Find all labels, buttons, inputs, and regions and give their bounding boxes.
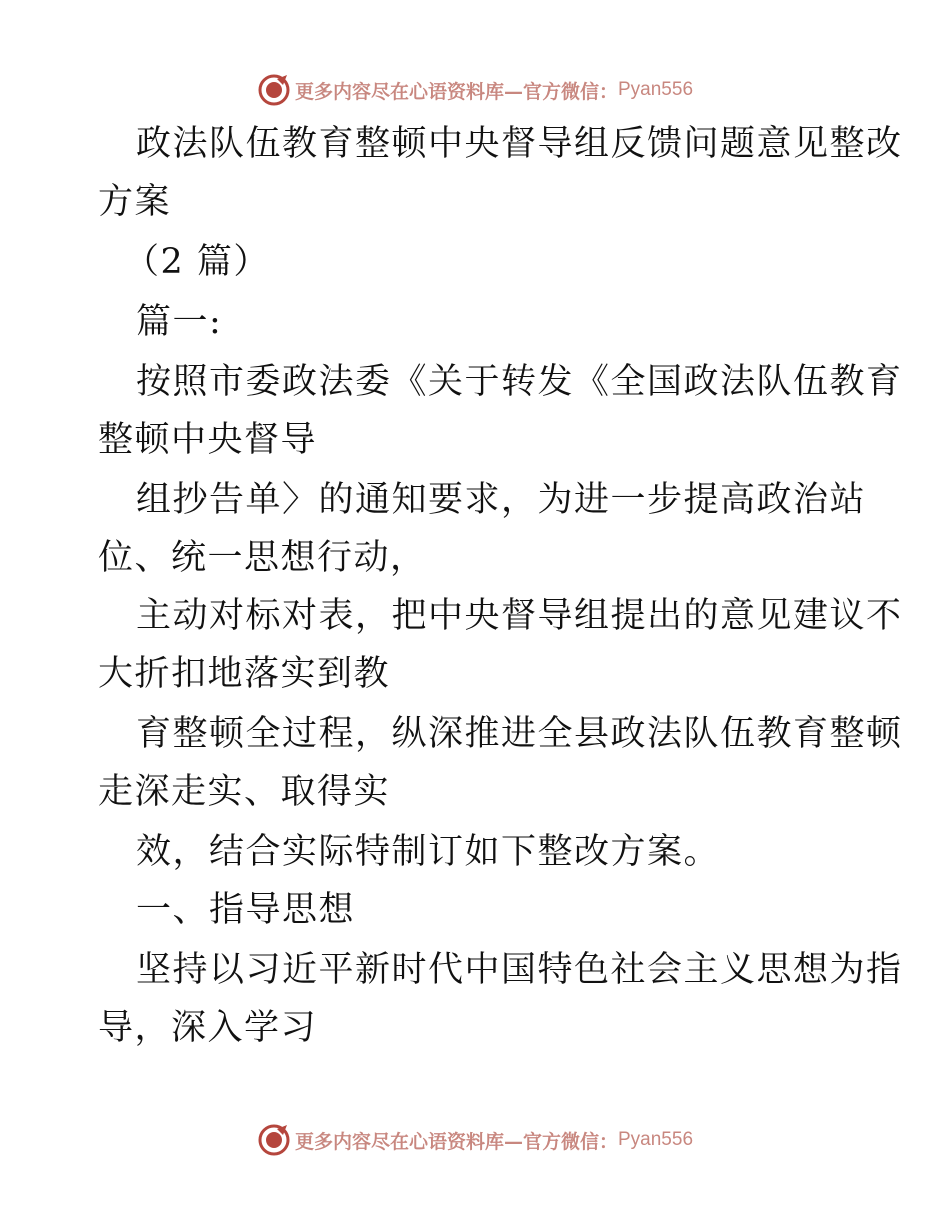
- paragraph-line: 导，深入学习: [98, 1008, 318, 1048]
- section-label: 篇一:: [136, 302, 223, 342]
- paragraph-line: 育整顿全过程，纵深推进全县政法队伍教育整顿: [136, 714, 903, 754]
- section-heading: 一、指导思想: [136, 890, 356, 930]
- paragraph-line: 坚持以习近平新时代中国特色社会主义思想为指: [136, 950, 903, 990]
- subtitle-count: （2 篇）: [124, 242, 270, 282]
- watermark-text: 更多内容尽在心语资料库—官方微信：: [294, 80, 618, 103]
- paragraph-line: 效，结合实际特制订如下整改方案。: [136, 832, 721, 872]
- pen-logo-icon: [257, 73, 291, 107]
- paragraph-line: 按照市委政法委《关于转发《全国政法队伍教育: [136, 362, 903, 402]
- paragraph-line: 位、统一思想行动，: [98, 538, 427, 578]
- title-line-1: 政法队伍教育整顿中央督导组反馈问题意见整改: [136, 124, 903, 164]
- paragraph-line: 大折扣地落实到教: [98, 654, 391, 694]
- watermark-wechat-id: Pyan556: [618, 79, 694, 100]
- watermark-wechat-id: Pyan556: [618, 1129, 694, 1150]
- paragraph-line: 走深走实、取得实: [98, 772, 391, 812]
- header-watermark: [0, 70, 950, 110]
- paragraph-line: 主动对标对表，把中央督导组提出的意见建议不: [136, 596, 903, 636]
- paragraph-line: 整顿中央督导: [98, 420, 318, 460]
- pen-logo-icon: [257, 1123, 291, 1157]
- title-line-2: 方案: [98, 182, 172, 222]
- watermark-text: 更多内容尽在心语资料库—官方微信：: [294, 1130, 618, 1153]
- footer-watermark: [0, 1120, 950, 1160]
- paragraph-line: 组抄告单〉的通知要求，为进一步提高政治站: [136, 480, 867, 520]
